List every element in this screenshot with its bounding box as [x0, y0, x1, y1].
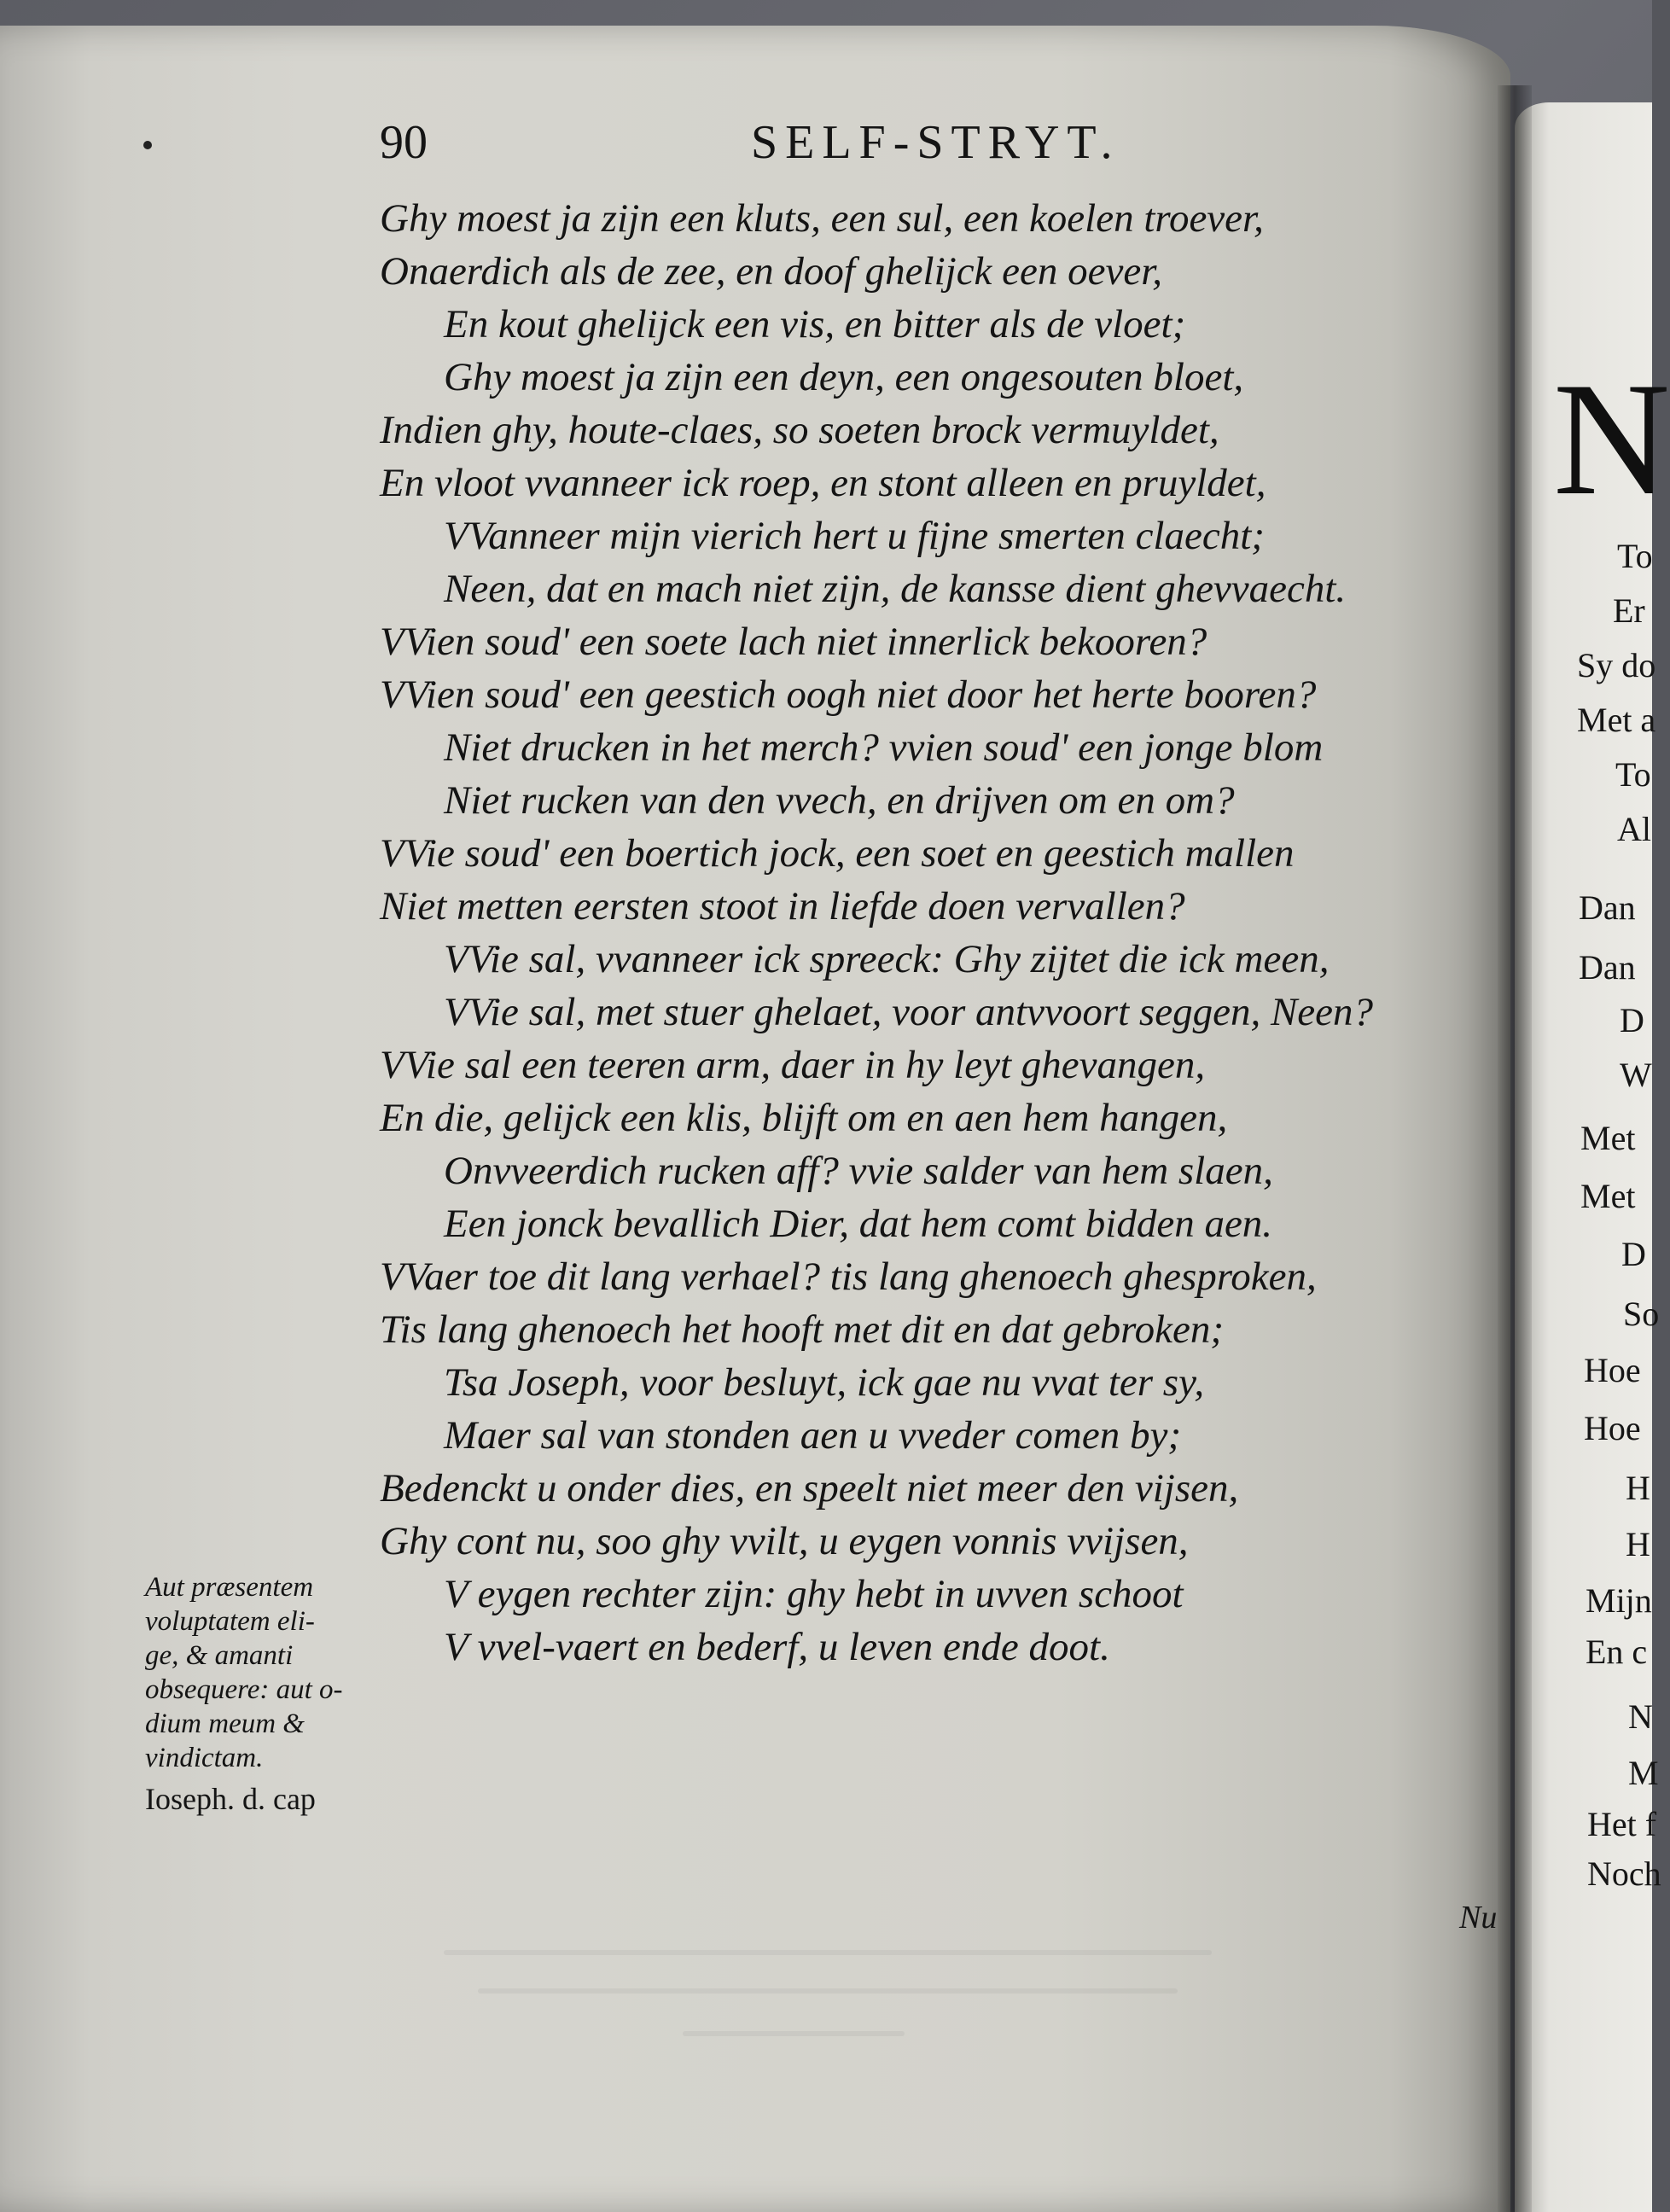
facing-page-fragment: Met: [1580, 1177, 1636, 1215]
verse-line: Tsa Joseph, voor besluyt, ick gae nu vvat ter sy,: [444, 1360, 1205, 1405]
verse-line: Niet metten eersten stoot in liefde doen vervallen?: [380, 884, 1185, 928]
verse-line: VVien soud' een soete lach niet innerlick bekooren?: [380, 620, 1207, 664]
verse-line: VVie sal, met stuer ghelaet, voor antvvoort seggen, Neen?: [444, 990, 1374, 1034]
facing-page-fragment: N: [1628, 1697, 1653, 1736]
verse-line: Niet drucken in het merch? vvien soud' een jonge blom: [444, 725, 1324, 770]
margin-note-line: Aut præsentem: [145, 1572, 314, 1603]
verse-line: Onvveerdich rucken aff? vvie salder van hem slaen,: [444, 1149, 1273, 1193]
verse-line: V eygen rechter zijn: ghy hebt in uvven schoot: [444, 1572, 1184, 1616]
verse-line: Onaerdich als de zee, en doof ghelijck een oever,: [380, 249, 1163, 294]
facing-page-fragment: To: [1615, 755, 1651, 794]
margin-note-line: dium meum &: [145, 1708, 305, 1739]
verse-line: Ghy moest ja zijn een deyn, een ongesouten bloet,: [444, 355, 1244, 399]
facing-page-fragment: H: [1626, 1469, 1650, 1507]
facing-page-fragment: Het f: [1587, 1805, 1657, 1843]
margin-note-line: ge, & amanti: [145, 1640, 294, 1671]
verse-line: Maer sal van stonden aen u vveder comen by;: [444, 1413, 1181, 1458]
verse-line: VVanneer mijn vierich hert u fijne smerten claecht;: [444, 514, 1265, 558]
facing-page-fragment: En c: [1586, 1633, 1648, 1671]
facing-page-fragment: Er: [1613, 591, 1645, 630]
verse-line: En vloot vvanneer ick roep, en stont alleen en pruyldet,: [380, 461, 1266, 505]
bleed-through: [478, 1988, 1178, 1994]
verse-line: En die, gelijck een klis, blijft om en aen hem hangen,: [380, 1096, 1228, 1140]
facing-page-fragment: Met: [1580, 1119, 1636, 1157]
facing-page-fragment: Dan: [1579, 948, 1636, 987]
verse-line: V vvel-vaert en bederf, u leven ende doot.: [444, 1625, 1110, 1669]
facing-page-fragment: Sy do: [1577, 646, 1656, 684]
margin-note-line: voluptatem eli-: [145, 1606, 315, 1637]
facing-page-fragment: Met a: [1577, 701, 1656, 739]
facing-page-fragment: Al: [1617, 810, 1651, 848]
facing-page-fragment: W: [1620, 1056, 1652, 1094]
facing-page-fragment: H: [1626, 1525, 1650, 1563]
verse-line: En kout ghelijck een vis, en bitter als de vloet;: [444, 302, 1186, 346]
verse-line: Niet rucken van den vvech, en drijven om en om?: [444, 778, 1235, 823]
verse-line: VVien soud' een geestich oogh niet door het herte booren?: [380, 672, 1317, 717]
bleed-through: [683, 2031, 905, 2036]
verse-line: Neen, dat en mach niet zijn, de kansse dient ghevvaecht.: [444, 567, 1347, 611]
facing-page-fragment: M: [1628, 1754, 1659, 1792]
facing-page-fragment: Dan: [1579, 888, 1636, 927]
facing-page-fragment: Hoe: [1584, 1351, 1641, 1389]
facing-page-fragment: Hoe: [1584, 1409, 1641, 1447]
verse-line: Een jonck bevallich Dier, dat hem comt bidden aen.: [444, 1202, 1273, 1246]
facing-page-fragment: So: [1623, 1295, 1660, 1333]
catchword: Nu: [1459, 1900, 1498, 1936]
margin-note-reference: Ioseph. d. cap: [145, 1782, 316, 1816]
facing-page-fragment: To: [1617, 537, 1653, 575]
facing-page-fragment: Noch: [1587, 1854, 1661, 1893]
verse-line: VVie sal een teeren arm, daer in hy leyt ghevangen,: [380, 1043, 1206, 1087]
verse-line: Ghy moest ja zijn een kluts, een sul, een koelen troever,: [380, 196, 1264, 241]
ink-dot: [143, 141, 152, 149]
page-number: 90: [380, 116, 428, 169]
verse-line: Bedenckt u onder dies, en speelt niet meer den vijsen,: [380, 1466, 1239, 1511]
verse-line: VVaer toe dit lang verhael? tis lang ghenoech ghesproken,: [380, 1254, 1317, 1299]
verse-line: VVie soud' een boertich jock, een soet en geestich mallen: [380, 831, 1295, 876]
verse-line: VVie sal, vvanneer ick spreeck: Ghy zijtet die ick meen,: [444, 937, 1330, 981]
bleed-through: [444, 1950, 1212, 1955]
margin-note-line: vindictam.: [145, 1743, 264, 1773]
verse-line: Ghy cont nu, soo ghy vvilt, u eygen vonnis vvijsen,: [380, 1519, 1189, 1563]
verse-line: Tis lang ghenoech het hooft met dit en dat gebroken;: [380, 1307, 1224, 1352]
margin-note-line: obsequere: aut o-: [145, 1674, 343, 1705]
facing-page-fragment: D: [1621, 1235, 1646, 1273]
running-head: SELF-STRYT.: [751, 116, 1120, 169]
page-header: [380, 115, 1225, 192]
facing-page-fragment: D: [1620, 1001, 1644, 1039]
gutter-shadow: [1498, 85, 1532, 2212]
facing-page-initial: N: [1553, 350, 1670, 529]
verse-line: Indien ghy, houte-claes, so soeten brock vermuyldet,: [380, 408, 1219, 452]
facing-page-fragment: Mijn: [1586, 1581, 1652, 1620]
